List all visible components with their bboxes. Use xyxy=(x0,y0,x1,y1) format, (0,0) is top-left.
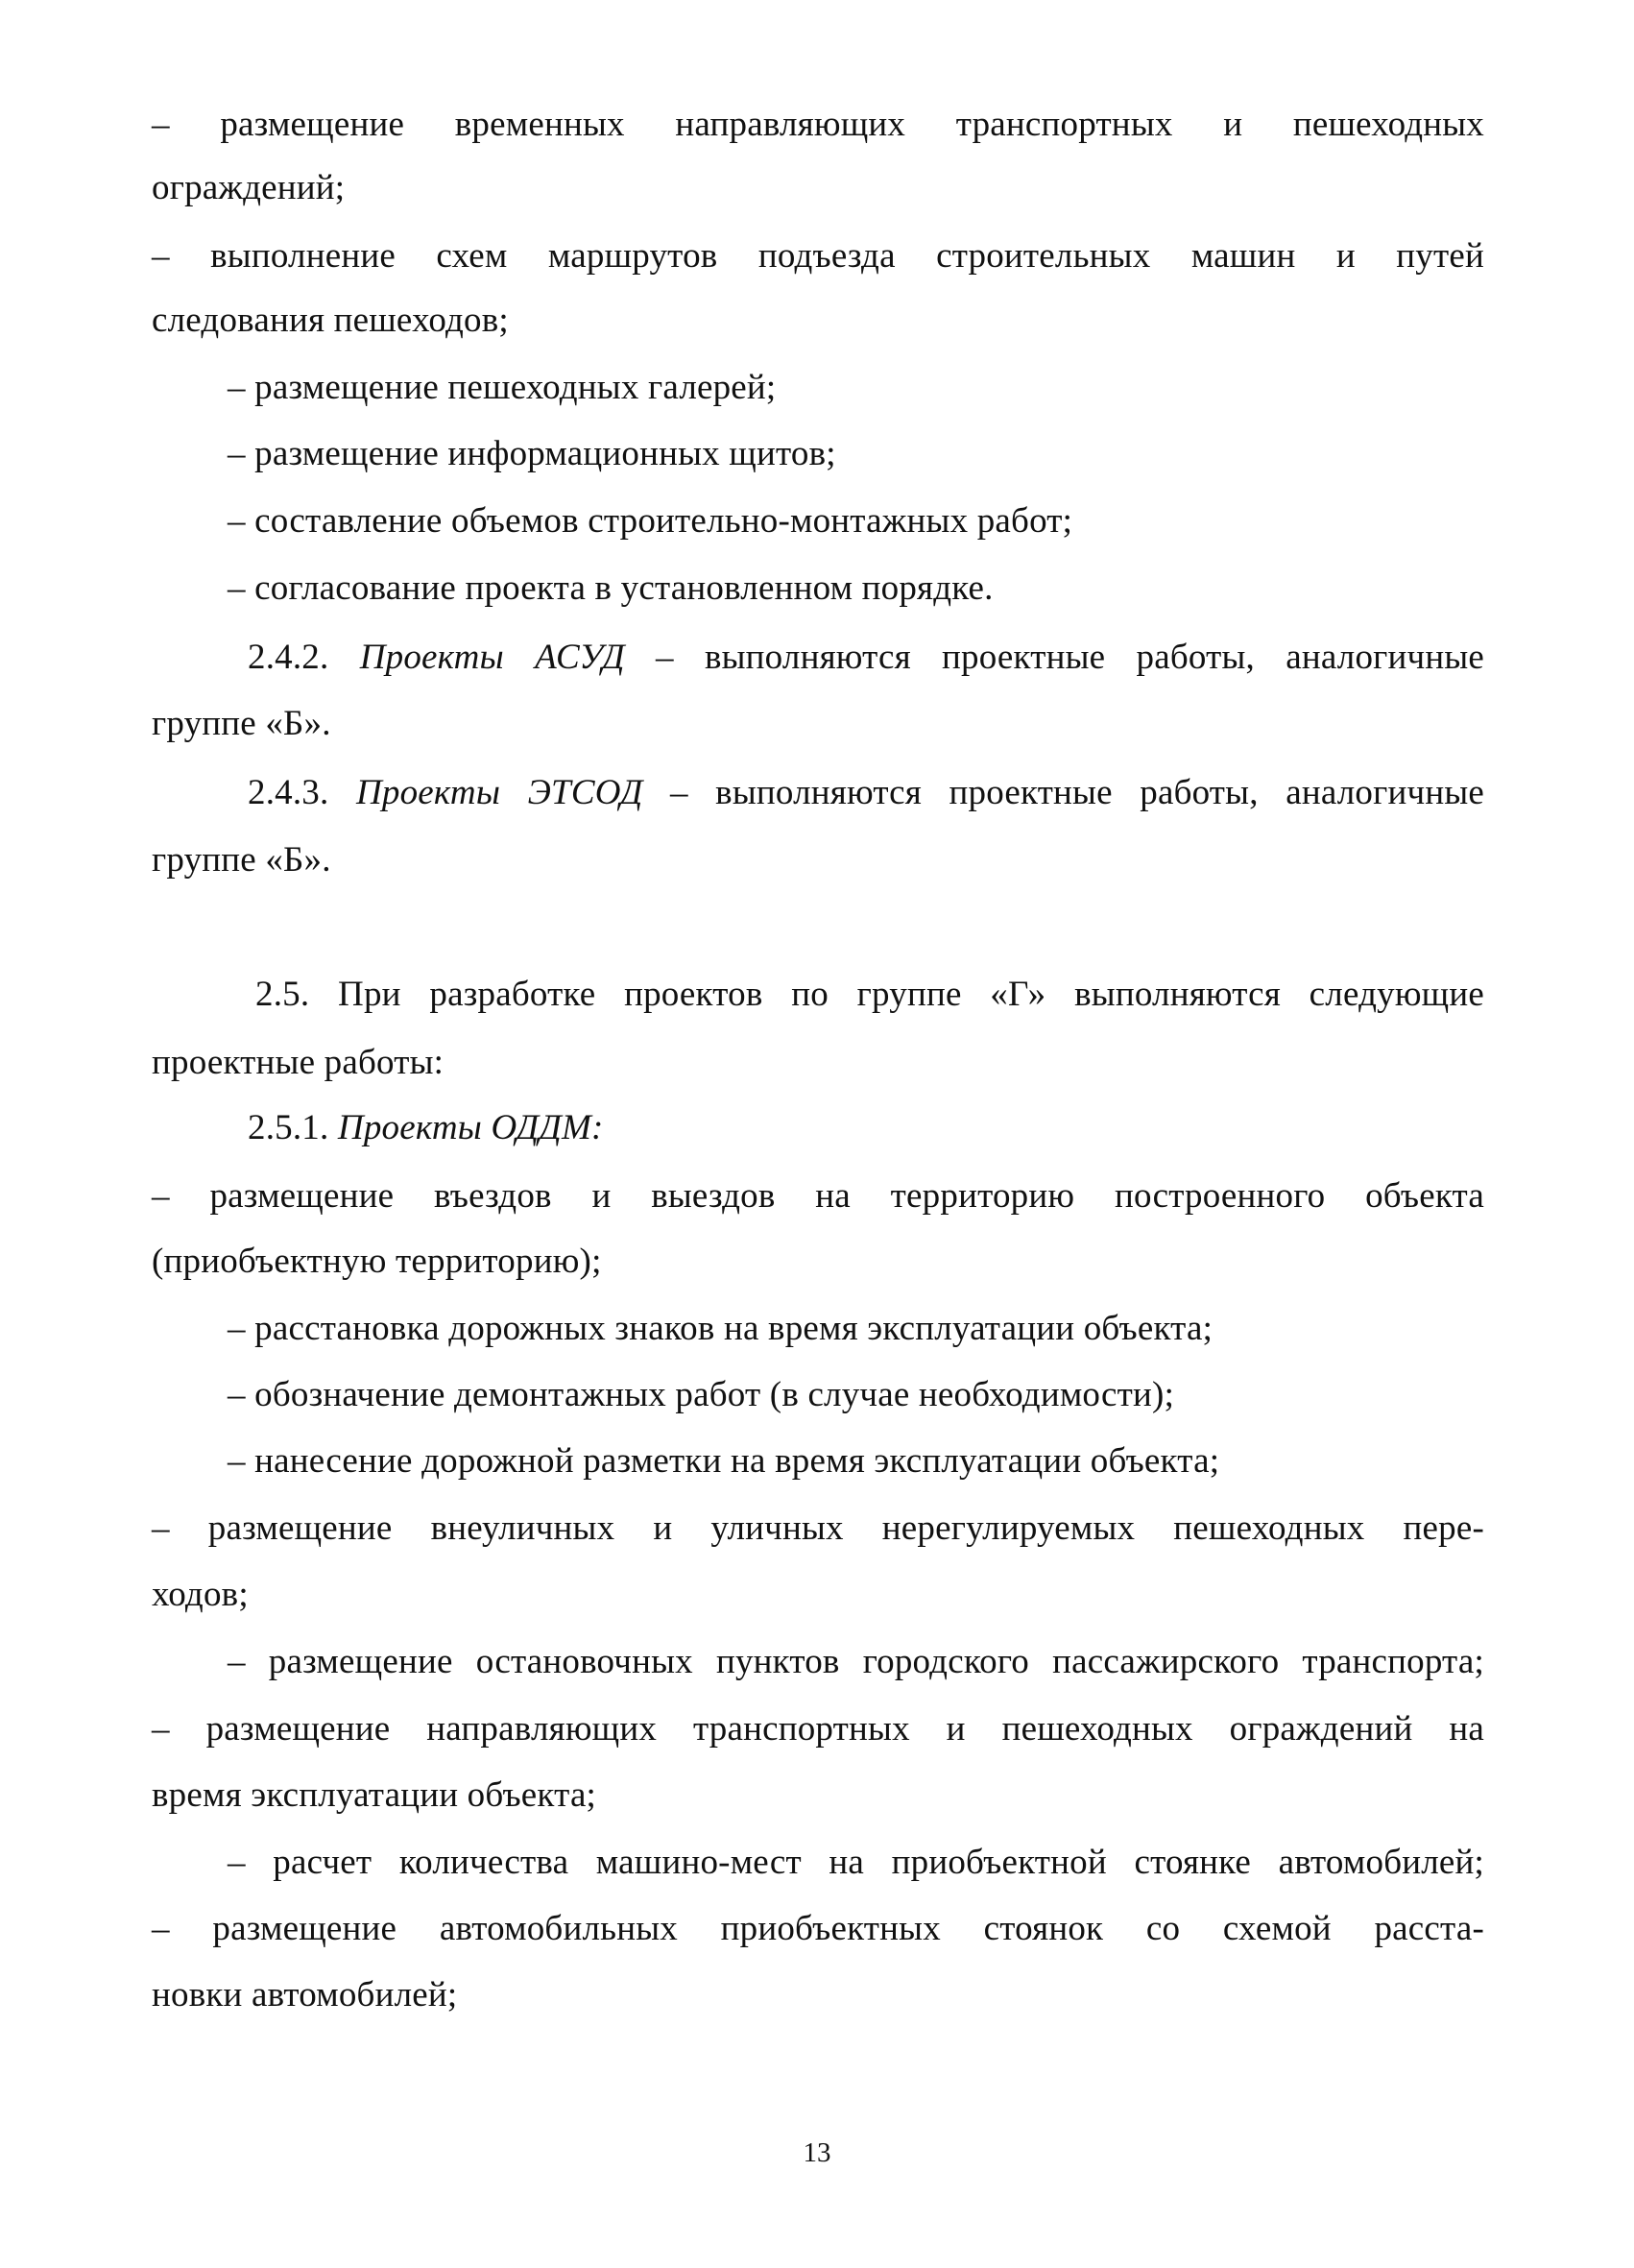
list-item-temporary-barriers-continued: ограждений; xyxy=(152,168,346,207)
list-item-route-schemes-continued: следования пешеходов; xyxy=(152,301,509,340)
list-item-parking-layout-continued: новки автомобилей; xyxy=(152,1975,458,2015)
list-item-pedestrian-galleries: – размещение пешеходных галерей; xyxy=(228,368,777,407)
list-item-route-schemes: – выполнение схем маршрутов подъезда строительных машин и путей xyxy=(152,236,1484,276)
clause-2-4-2-continued: группе «Б». xyxy=(152,704,331,743)
list-item-dismantling-works: – обозначение демонтажных работ (в случае необходимости); xyxy=(228,1375,1175,1414)
clause-2-5-continued: проектные работы: xyxy=(152,1043,445,1082)
clause-2-4-2 xyxy=(248,635,1484,681)
page-number: 13 xyxy=(803,2137,831,2168)
clause-2-4-3 xyxy=(248,770,1484,816)
list-item-guide-barriers-continued: время эксплуатации объекта; xyxy=(152,1775,597,1815)
list-item-pedestrian-crossings-continued: ходов; xyxy=(152,1575,249,1614)
clause-2-4-3-text: – выполняются проектные работы, аналогичные xyxy=(642,773,1485,812)
list-item-project-approval: – согласование проекта в установленном порядке. xyxy=(228,568,994,608)
clause-2-4-3-number: 2.4.3. xyxy=(248,773,356,812)
list-item-temporary-barriers: – размещение временных направляющих транспортных и пешеходных xyxy=(152,105,1484,144)
list-item-pedestrian-crossings: – размещение внеуличных и уличных нерегулируемых пешеходных пере- xyxy=(152,1508,1484,1548)
list-item-entrances-exits: – размещение въездов и выездов на территорию построенного объекта xyxy=(152,1176,1484,1216)
clause-2-4-2-title: Проекты АСУД xyxy=(359,638,625,677)
list-item-parking-calculation: – расчет количества машино-мест на приобъектной стоянке автомобилей; xyxy=(228,1843,1484,1882)
clause-2-4-3-title: Проекты ЭТСОД xyxy=(355,773,643,812)
clause-2-5-1-title: Проекты ОДДМ: xyxy=(337,1108,604,1147)
list-item-guide-barriers: – размещение направляющих транспортных и пешеходных ограждений на xyxy=(152,1709,1484,1749)
clause-2-5-1-number: 2.5.1. xyxy=(248,1108,338,1147)
clause-2-5-1 xyxy=(248,1105,604,1151)
clause-2-4-2-text: – выполняются проектные работы, аналогичные xyxy=(624,638,1485,677)
list-item-construction-volumes: – составление объемов строительно-монтажных работ; xyxy=(228,501,1073,541)
list-item-road-signs: – расстановка дорожных знаков на время эксплуатации объекта; xyxy=(228,1309,1213,1348)
clause-2-4-3-continued: группе «Б». xyxy=(152,840,331,880)
list-item-entrances-exits-continued: (приобъектную территорию); xyxy=(152,1242,602,1281)
clause-2-5: 2.5. При разработке проектов по группе «Г» выполняются следующие xyxy=(255,975,1484,1014)
list-item-transit-stops: – размещение остановочных пунктов городского пассажирского транспорта; xyxy=(228,1642,1484,1681)
list-item-parking-layout: – размещение автомобильных приобъектных стоянок со схемой расста- xyxy=(152,1909,1484,1948)
clause-2-4-2-number: 2.4.2. xyxy=(248,638,360,677)
list-item-information-boards: – размещение информационных щитов; xyxy=(228,434,836,473)
list-item-road-marking: – нанесение дорожной разметки на время эксплуатации объекта; xyxy=(228,1441,1220,1481)
